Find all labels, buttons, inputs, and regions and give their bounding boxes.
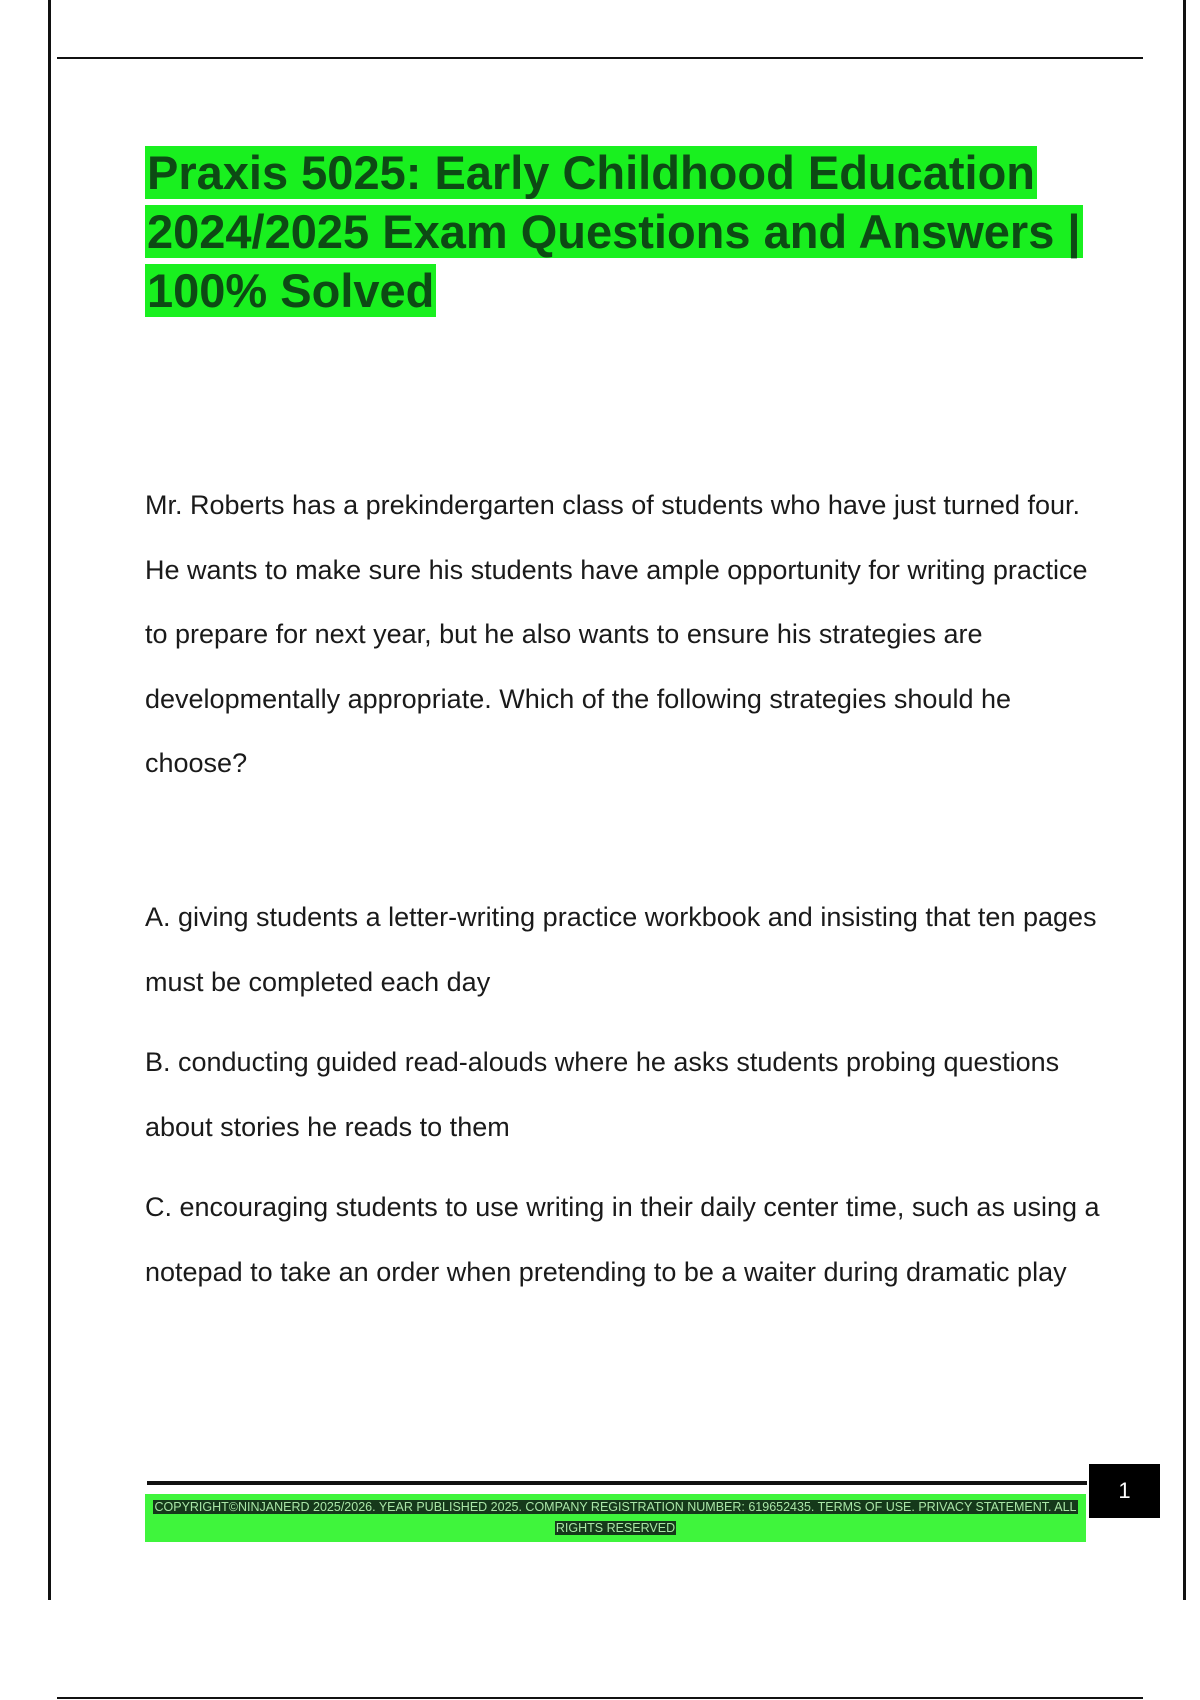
question-text: Mr. Roberts has a prekindergarten class of students who have just turned four. He wants to make sure his students have ample opportunity for writing practice to prepare for next year, but he also wants to ensure his strategies are developmentally appropriate. Which of the following strategies should he choose?: [145, 490, 1088, 778]
footer-rule: [147, 1481, 1087, 1485]
title-text: Praxis 5025: Early Childhood Education 2024/2025 Exam Questions and Answers | 100% Solved: [147, 146, 1081, 317]
header-rule: [57, 57, 1143, 59]
page-number: 1: [1089, 1464, 1160, 1518]
option-a: A. giving students a letter-writing practice workbook and insisting that ten pages must be completed each day: [145, 902, 1097, 997]
page-border-right: [1183, 0, 1186, 1600]
page-border-left: [48, 0, 51, 1600]
copyright-footer: [145, 1494, 1086, 1542]
document-title: [145, 143, 1105, 320]
copyright-text: COPYRIGHT©NINJANERD 2025/2026. YEAR PUBLISHED 2025. COMPANY REGISTRATION NUMBER: 619652435. TERMS OF USE. PRIVACY STATEMENT. ALL RIGHTS RESERVED: [154, 1500, 1077, 1535]
answer-options: [145, 885, 1100, 1320]
next-page-rule: [57, 1697, 1143, 1699]
option-c: C. encouraging students to use writing in their daily center time, such as using a notepad to take an order when pretending to be a waiter during dramatic play: [145, 1192, 1100, 1287]
option-b: B. conducting guided read-alouds where he asks students probing questions about stories he reads to them: [145, 1047, 1060, 1142]
